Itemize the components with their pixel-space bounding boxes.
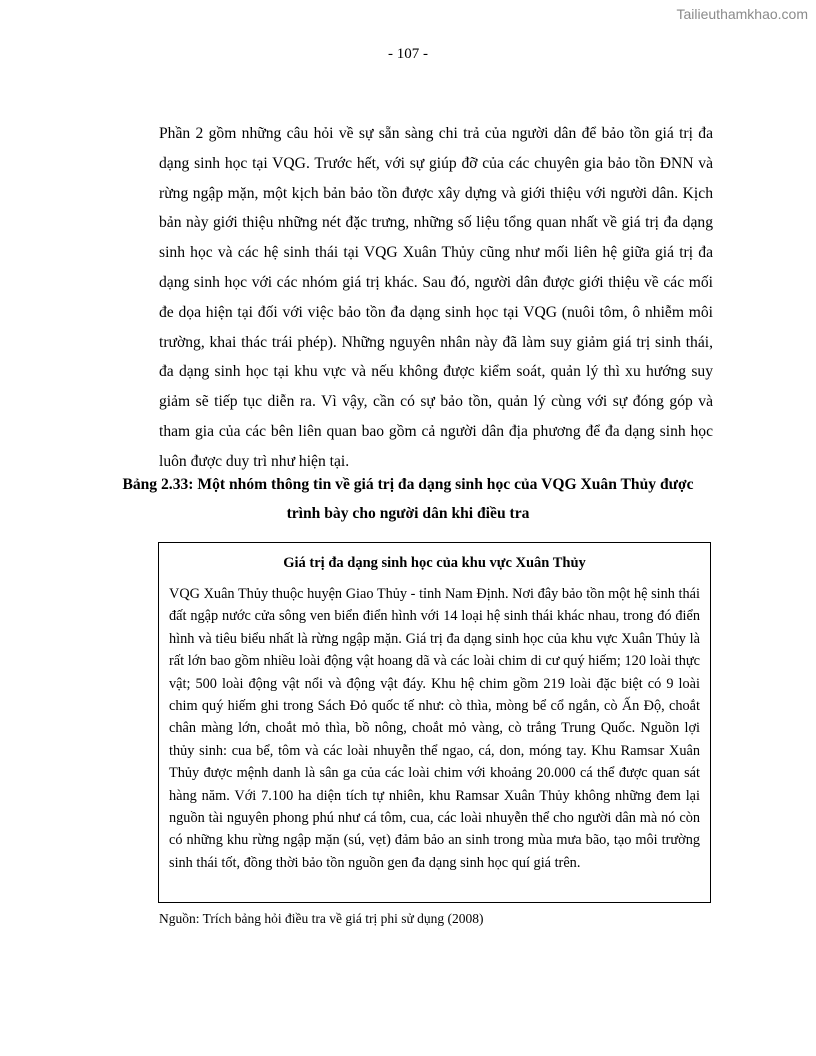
body-paragraph: Phần 2 gồm những câu hỏi về sự sẵn sàng chi trả của người dân để bảo tồn giá trị đa dạng sinh học tại VQG. Trước hết, với sự giúp đỡ của các chuyên gia bảo tồn ĐNN và rừng ngập mặn, một kịch bản bảo tồn được xây dựng và giới thiệu với người dân. Kịch bản này giới thiệu những nét đặc trưng, những số liệu tổng quan nhất về giá trị đa dạng sinh học và các hệ sinh thái tại VQG Xuân Thủy cũng như mối liên hệ giữa giá trị đa dạng sinh học với các nhóm giá trị khác. Sau đó, người dân được giới thiệu về các mối đe dọa hiện tại đối với việc bảo tồn đa dạng sinh học tại VQG (nuôi tôm, ô nhiễm môi trường, khai thác trái phép). Những nguyên nhân này đã làm suy giảm giá trị sinh thái, đa dạng sinh học tại khu vực và nếu không được kiểm soát, quản lý thì xu hướng suy giảm sẽ tiếp tục diễn ra. Vì vậy, cần có sự bảo tồn, quản lý cùng với sự đóng góp và tham gia của các bên liên quan bao gồm cả người dân địa phương để đa dạng sinh học luôn được duy trì như hiện tại.	[159, 125, 713, 470]
info-box-body: VQG Xuân Thủy thuộc huyện Giao Thủy - tỉnh Nam Định. Nơi đây bảo tồn một hệ sinh thái đất ngập nước cửa sông ven biển điển hình với 14 loại hệ sinh thái khác nhau, trong đó điển hình và tiêu biểu nhất là rừng ngập mặn. Giá trị đa dạng sinh học của khu vực Xuân Thủy là rất lớn bao gồm nhiều loài động vật hoang dã và các loài chim di cư quý hiếm; 120 loài thực vật; 500 loài động vật nổi và động vật đáy. Khu hệ chim gồm 219 loài đặc biệt có 9 loài chim quý hiếm ghi trong Sách Đỏ quốc tế như: cò thìa, mòng bể cổ ngắn, cò Ấn Độ, choắt chân màng lớn, choắt mỏ thìa, bồ nông, choắt mỏ vàng, cò trắng Trung Quốc. Nguồn lợi thủy sinh: cua bể, tôm và các loài nhuyễn thể ngao, cá, don, móng tay. Khu Ramsar Xuân Thủy được mệnh danh là sân ga của các loài chim với khoảng 20.000 cá thể được quan sát hàng năm. Với 7.100 ha diện tích tự nhiên, khu Ramsar Xuân Thủy không những đem lại nguồn tài nguyên phong phú như cá tôm, cua, các loài nhuyễn thể cho người dân mà nó còn có những khu rừng ngập mặn (sú, vẹt) đảm bảo an sinh trong mùa mưa bão, tạo môi trường sinh thái tốt, đồng thời bảo tồn nguồn gen đa dạng sinh học quí giá trên.	[169, 586, 700, 871]
table-caption: Bảng 2.33: Một nhóm thông tin về giá trị đa dạng sinh học của VQG Xuân Thủy được trình bày cho người dân khi điều tra	[122, 476, 694, 522]
info-box	[158, 542, 711, 903]
watermark: Tailieuthamkhao.com	[676, 6, 808, 22]
page-number: - 107 -	[388, 46, 428, 62]
source-note: Nguồn: Trích bảng hỏi điều tra về giá trị phi sử dụng (2008)	[159, 911, 484, 926]
info-box-title: Giá trị đa dạng sinh học của khu vực Xuân Thủy	[283, 555, 586, 571]
